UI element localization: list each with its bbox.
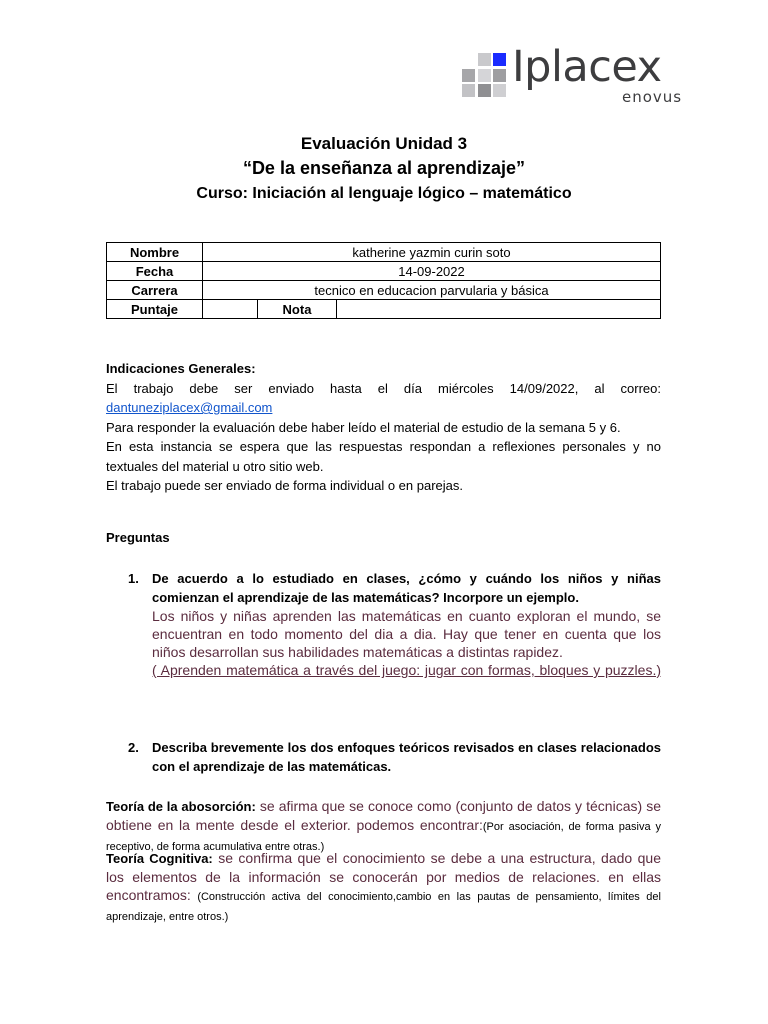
- theory-label: Teoría de la abosorción:: [106, 799, 256, 814]
- question-number: 1.: [128, 571, 139, 586]
- logo-tagline: enovus: [622, 88, 683, 106]
- question-text: Describa brevemente los dos enfoques teóricos revisados en clases relacionados con el aprendizaje de las matemáticas.: [152, 740, 661, 774]
- course-title: Curso: Iniciación al lenguaje lógico – matemático: [196, 185, 572, 202]
- puntaje-value: [203, 300, 258, 319]
- answer-example: ( Aprenden matemática a través del juego: jugar con formas, bloques y puzzles.): [152, 662, 661, 678]
- page-title: Evaluación Unidad 3: [300, 134, 468, 153]
- question-1: [128, 569, 661, 679]
- questions-heading: Preguntas: [106, 530, 170, 545]
- logo-wordmark: Iplacex: [512, 42, 662, 92]
- instructions-line: El trabajo puede ser enviado de forma individual o en parejas.: [106, 478, 464, 493]
- title-block: [0, 132, 768, 208]
- email-link[interactable]: dantuneziplacex@gmail.com: [106, 400, 273, 415]
- carrera-label: Carrera: [107, 281, 203, 300]
- nota-value: [337, 300, 661, 319]
- theory-text: se afirma que se conoce como (conjunto de datos y técnicas) se obtiene en la mente desde el exterior. podemos encontrar:: [106, 798, 661, 833]
- theory-text: se confirma que el conocimiento se debe a una estructura, dado que los elementos de la información se conocerán por medios de relaciones. en ellas encontramos:: [106, 850, 661, 903]
- iplacex-logo: [462, 42, 683, 108]
- table-row: [107, 281, 661, 300]
- logo-grid-icon: [462, 53, 506, 97]
- instructions-line: El trabajo debe ser enviado hasta el día miércoles 14/09/2022, al correo:: [106, 380, 661, 396]
- question-text: De acuerdo a lo estudiado en clases, ¿cómo y cuándo los niños y niñas comienzan el aprendizaje de las matemáticas? Incorpore un ejemplo.: [152, 571, 661, 605]
- instructions-line: Para responder la evaluación debe haber leído el material de estudio de la semana 5 y 6.: [106, 419, 621, 435]
- question-2: [128, 738, 661, 776]
- general-instructions: [106, 359, 661, 496]
- nombre-label: Nombre: [107, 243, 203, 262]
- answer-text: Los niños y niñas aprenden las matemáticas en cuanto exploran el mundo, se encuentran en todo momento del dia a dia. Hay que tener en cuenta que los niños desarrollan sus habilidades matemáticas a distintas rapidez.: [152, 608, 661, 660]
- carrera-value: tecnico en educacion parvularia y básica: [203, 281, 661, 300]
- student-info-table: [106, 242, 661, 319]
- nota-label: Nota: [258, 300, 337, 319]
- theory-cognitiva: [106, 849, 661, 926]
- theory-note: (Construcción activa del conocimiento,cambio en las pautas de pensamiento, límites del aprendizaje, entre otros.): [106, 891, 661, 923]
- instructions-heading: Indicaciones Generales:: [106, 361, 256, 376]
- question-number: 2.: [128, 740, 139, 755]
- theory-absorcion: [106, 797, 661, 856]
- theory-note: (Por asociación, de forma pasiva y receptivo, de forma acumulativa entre otras.): [106, 821, 661, 853]
- fecha-label: Fecha: [107, 262, 203, 281]
- table-row: [107, 300, 661, 319]
- nombre-value: katherine yazmin curin soto: [203, 243, 661, 262]
- theory-label: Teoría Cognitiva:: [106, 851, 213, 866]
- fecha-value: 14-09-2022: [203, 262, 661, 281]
- table-row: [107, 243, 661, 262]
- table-row: [107, 262, 661, 281]
- puntaje-label: Puntaje: [107, 300, 203, 319]
- instructions-line: textuales del material u otro sitio web.: [106, 458, 324, 474]
- page-subtitle: “De la enseñanza al aprendizaje”: [242, 158, 526, 178]
- instructions-line: En esta instancia se espera que las respuestas respondan a reflexiones personales y no: [106, 439, 661, 454]
